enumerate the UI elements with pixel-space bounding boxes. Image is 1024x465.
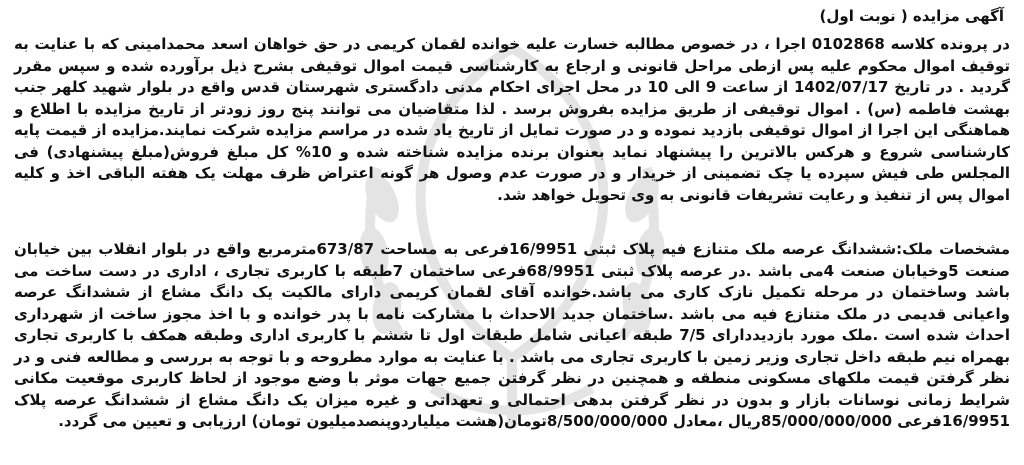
notice-paragraph-case-details: در پرونده کلاسه 0102868 اجرا ، در خصوص مطالبه خسارت علیه خوانده لقمان کریمی در حق خواهان اسعد محمدامینی که با عنایت به توقیف اموال محکوم علیه پس ازطی مراحل قانونی و ارجاع به کارشناسی قیمت اموال توقیفی بشرح ذیل برآورده شده و سپس مقرر گردید . در تاریخ 1402/07/17 از ساعت 9 الی 10 در محل اجرای احکام مدنی دادگستری شهرستان قدس واقع در بلوار شهید کلهر جنب بهشت فاطمه (س) . اموال توقیفی از طریق مزایده بفروش برسد . لذا متقاضیان می توانند پنج روز زودتر از تاریخ مزایده با اطلاع و هماهنگی این اجرا از اموال توقیفی بازدید نموده و در صورت تمایل از تاریخ یاد شده در مراسم مزایده شرکت نمایند.مزایده از قیمت پایه کارشناسی شروع و هرکس بالاترین را پیشنهاد نماید بعنوان برنده مزایده شناخته شده و 10% کل مبلغ فروش(مبلغ پیشنهادی) فی المجلس طی فیش سپرده یا چک تضمینی از خریدار و در صورت عدم وصول هر گونه اعتراض ظرف مهلت یک هفته الباقی اخذ و کلیه اموال پس از تنفیذ و رعایت تشریفات قانونی به وی تحویل خواهد شد.	[14, 35, 1010, 204]
notice-paragraph-property-specs: مشخصات ملک:ششدانگ عرصه ملک متنازع فیه پلاک ثبتی 16/9951فرعی به مساحت 673/87مترمربع واقع در بلوار انقلاب بین خیابان صنعت 5وخیابان صنعت 4می باشد .در عرصه پلاک ثبتی 68/9951فرعی ساختمان 7طبقه با کاربری تجاری ، اداری در دست ساخت می باشد وساختمان در مرحله تکمیل نازک کاری می باشد.خوانده آقای لقمان کریمی دارای مالکیت یک دانگ مشاع از ششدانگ عرصه واعیانی قدیمی در ملک متنازع فیه می باشد .ساختمان جدید الاحداث با مشارکت نامه با پدر خوانده و با اخذ مجوز ساخت از شهرداری احداث شده است .ملک مورد بازدیددارای 7/5 طبقه اعیانی شامل طبقات اول تا ششم با کاربری اداری وطبقه همکف با کاربری تجاری بهمراه نیم طبقه داخل تجاری وزیر زمین با کاربری تجاری می باشد . با عنایت به موارد مطروحه و با توجه به بررسی و مطالعه فنی و در نظر گرفتن قیمت ملکهای مسکونی منطقه و همچنین در نظر گرفتن جمیع جهات موثر با وضع موجود از لحاظ کاربری موقعیت مکانی شرایط زمانی نوسانات بازار و بدون در نظر گرفتن بدهی احتمالی و تعهداتی و غیره میزان یک دانگ مشاع از ششدانگ عرصه پلاک 16/9951فرعی 85/000/000/000ریال ،معادل 8/500/000/000تومان(هشت میلیاردوپنصدمیلیون تومان) ارزیابی و تعیین می گردد.	[14, 240, 1010, 430]
notice-title: آگهی مزایده ( نوبت اول)	[819, 7, 1004, 25]
